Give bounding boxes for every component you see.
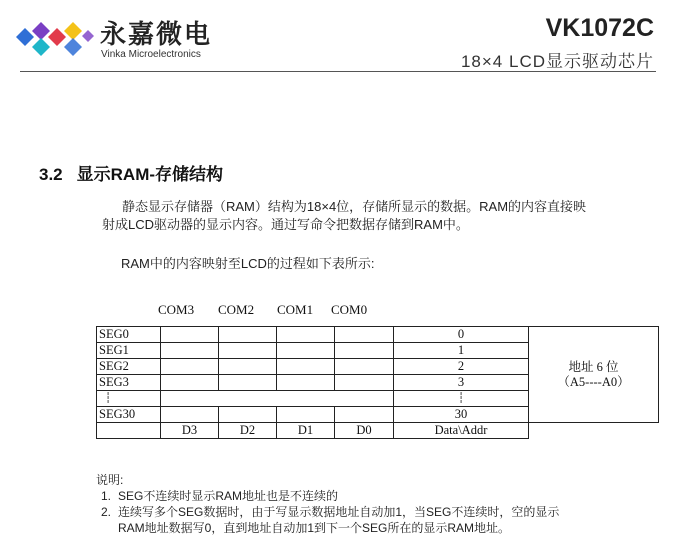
paragraph-line: 射成LCD驱动器的显示内容。通过写命令把数据存储到RAM中。 — [102, 217, 469, 232]
bit-cell — [219, 327, 277, 343]
note-number: 2. — [101, 505, 112, 519]
brand-name-en: Vinka Microelectronics — [101, 49, 201, 60]
address-note — [529, 327, 659, 423]
bit-cell — [161, 375, 219, 391]
com-header: COM0 — [331, 302, 368, 317]
section-number: 3.2 — [39, 165, 63, 184]
chip-model: VK1072C — [545, 14, 654, 42]
note-item — [101, 504, 618, 536]
data-bit-label: D1 — [277, 423, 335, 439]
seg-label: SEG0 — [97, 327, 161, 343]
notes-block — [96, 472, 618, 536]
data-bit-label: D2 — [219, 423, 277, 439]
bit-cell — [335, 327, 394, 343]
seg-label: SEG3 — [97, 375, 161, 391]
brand-name-cn: 永嘉微电 — [100, 19, 213, 49]
data-addr-label: Data\Addr — [394, 423, 529, 439]
section-heading — [39, 160, 223, 185]
note-text: SEG不连续时显示RAM地址也是不连续的 — [118, 489, 339, 503]
bit-cell — [277, 407, 335, 423]
note-item — [101, 488, 618, 504]
empty-cell — [97, 423, 161, 439]
description-paragraph — [102, 198, 612, 234]
note-text: RAM地址数据写0，直到地址自动加1到下一个SEG所在的显示RAM地址。 — [118, 521, 511, 535]
seg-label: SEG1 — [97, 343, 161, 359]
bit-cell — [335, 407, 394, 423]
bit-cell — [219, 407, 277, 423]
bit-cell — [335, 343, 394, 359]
bit-cell — [219, 375, 277, 391]
bit-cell — [219, 359, 277, 375]
ellipsis-mark: ┆ — [394, 391, 529, 407]
table-row — [97, 327, 659, 343]
table-intro: RAM中的内容映射至LCD的过程如下表所示: — [121, 256, 375, 271]
notes-list — [96, 488, 618, 536]
bit-cell — [277, 343, 335, 359]
bit-cell — [161, 327, 219, 343]
data-bit-label: D0 — [335, 423, 394, 439]
table-row — [97, 423, 659, 439]
bit-cell — [335, 359, 394, 375]
notes-title: 说明: — [96, 473, 124, 487]
com-header: COM2 — [218, 302, 255, 317]
seg-label: SEG30 — [97, 407, 161, 423]
bit-cell — [277, 375, 335, 391]
com-header: COM3 — [158, 302, 195, 317]
ram-map-table — [96, 326, 659, 439]
ellipsis-mark: ┆ — [97, 391, 161, 407]
address-value: 3 — [394, 375, 529, 391]
com-header: COM1 — [277, 302, 314, 317]
header-divider — [20, 71, 656, 72]
bit-cell — [277, 327, 335, 343]
address-note-line: （A5----A0） — [557, 374, 630, 389]
note-text: 连续写多个SEG数据时，由于写显示数据地址自动加1，当SEG不连续时，空的显示 — [118, 505, 560, 519]
bit-cell — [161, 391, 394, 407]
note-number: 1. — [101, 489, 112, 503]
bit-cell — [219, 343, 277, 359]
address-value: 30 — [394, 407, 529, 423]
bit-cell — [161, 343, 219, 359]
chip-subtitle: 18×4 LCD显示驱动芯片 — [460, 52, 654, 71]
address-note-line: 地址 6 位 — [568, 359, 619, 374]
bit-cell — [277, 359, 335, 375]
paragraph-line: 静态显示存储器（RAM）结构为18×4位，存储所显示的数据。RAM的内容直接映 — [122, 199, 587, 214]
empty-cell — [529, 423, 659, 439]
bit-cell — [335, 375, 394, 391]
vinka-logo-icon — [14, 20, 94, 58]
address-value: 2 — [394, 359, 529, 375]
bit-cell — [161, 359, 219, 375]
section-title: 显示RAM-存储结构 — [76, 165, 224, 184]
address-value: 1 — [394, 343, 529, 359]
data-bit-label: D3 — [161, 423, 219, 439]
seg-label: SEG2 — [97, 359, 161, 375]
bit-cell — [161, 407, 219, 423]
address-value: 0 — [394, 327, 529, 343]
